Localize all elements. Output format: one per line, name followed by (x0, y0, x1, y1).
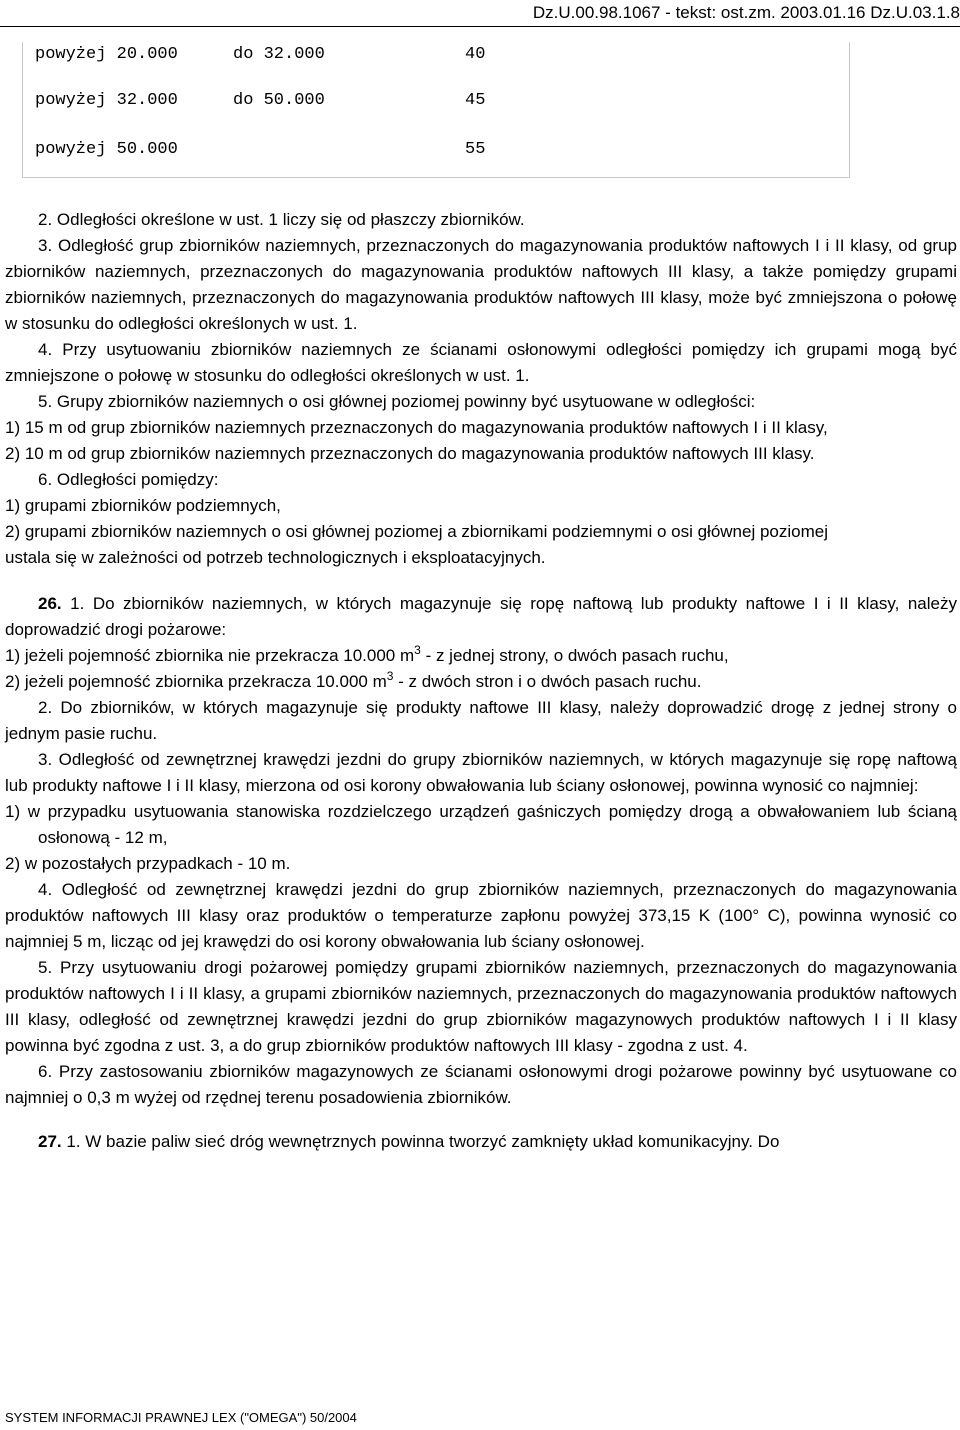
table-cell: powyżej 20.000 (35, 45, 178, 64)
list-item: 2) grupami zbiorników naziemnych o osi głównej poziomej a zbiornikami podziemnymi o osi głównej poziomej (5, 522, 828, 541)
section-number-26: 26. (38, 594, 62, 613)
table-cell: do 32.000 (233, 45, 325, 64)
list-item-text: - z dwóch stron i o dwóch pasach ruchu. (393, 672, 702, 691)
list-item: 1) grupami zbiorników podziemnych, (5, 496, 281, 515)
table-cell: 55 (465, 140, 486, 159)
superscript: 3 (386, 669, 394, 683)
paragraph: 2. Do zbiorników, w których magazynuje się produkty naftowe III klasy, należy doprowadzić drogę z jednej strony o jednym pasie ruchu. (5, 698, 957, 743)
header-rule (0, 26, 960, 27)
list-item: 2) 10 m od grup zbiorników naziemnych przeznaczonych do magazynowania produktów naftowych III klasy. (5, 444, 815, 463)
list-item: 1) 15 m od grup zbiorników naziemnych przeznaczonych do magazynowania produktów naftowych I i II klasy, (5, 418, 828, 437)
document-footer: SYSTEM INFORMACJI PRAWNEJ LEX ("OMEGA") 50/2004 (5, 1410, 357, 1425)
paragraph: 3. Odległość grup zbiorników naziemnych, przeznaczonych do magazynowania produktów naftowych I i II klasy, od grup zbiorników naziemnych, przeznaczonych do magazynowania produktów naftowych III klasy, a także pomiędzy grupami zbiorników naziemnych, przeznaczonych do magazynowania produktów naftowych III klasy, może być zmniejszona o połowę w stosunku do odległości określonych w ust. 1. (5, 236, 957, 333)
table-row (22, 140, 850, 164)
list-item: 2) w pozostałych przypadkach - 10 m. (5, 854, 291, 873)
list-item-text: 1) jeżeli pojemność zbiornika nie przekracza 10.000 m (5, 646, 415, 665)
table-row (22, 45, 850, 69)
table-cell: 40 (465, 45, 486, 64)
paragraph: 4. Odległość od zewnętrznej krawędzi jezdni do grup zbiorników naziemnych, przeznaczonych do magazynowania produktów naftowych III klasy oraz produktów o temperaturze zapłonu powyżej 373,15 K (100° C), powinna wynosić co najmniej 5 m, licząc od jej krawędzi do osi korony obwałowania lub ściany osłonowej. (5, 880, 957, 951)
table-cell: powyżej 50.000 (35, 140, 178, 159)
table-border-bottom (22, 177, 850, 178)
table-cell: 45 (465, 91, 486, 110)
paragraph: 6. Przy zastosowaniu zbiorników magazynowych ze ścianami osłonowymi drogi pożarowe powinny być usytuowane co najmniej o 0,3 m wyżej od rzędnej terenu posadowienia zbiorników. (5, 1062, 957, 1107)
list-item (5, 669, 957, 695)
paragraph: 3. Odległość od zewnętrznej krawędzi jezdni do grupy zbiorników naziemnych, w których magazynuje się ropę naftową lub produkty naftowe I i II klasy, mierzona od osi korony obwałowania lub ściany osłonowej, powinna wynosić co najmniej: (5, 750, 957, 795)
paragraph-text: 1. W bazie paliw sieć dróg wewnętrznych powinna tworzyć zamknięty układ komunikacyjny. Do (66, 1132, 780, 1151)
table-cell: powyżej 32.000 (35, 91, 178, 110)
document-header: Dz.U.00.98.1067 - tekst: ost.zm. 2003.01.16 Dz.U.03.1.8 (532, 3, 960, 22)
paragraph: 2. Odległości określone w ust. 1 liczy się od płaszczy zbiorników. (38, 210, 525, 229)
paragraph-26-intro (5, 591, 957, 643)
paragraph: 6. Odległości pomiędzy: (38, 470, 219, 489)
section-number-27: 27. (38, 1132, 62, 1151)
list-item-text: 2) jeżeli pojemność zbiornika przekracza 10.000 m (5, 672, 387, 691)
paragraph-27-intro (5, 1129, 957, 1155)
paragraph-text: 1. Do zbiorników naziemnych, w których magazynuje się ropę naftową lub produkty naftowe I i II klasy, należy doprowadzić drogi pożarowe: (5, 594, 957, 639)
paragraph: ustala się w zależności od potrzeb technologicznych i eksploatacyjnych. (5, 548, 546, 567)
paragraph: 5. Przy usytuowaniu drogi pożarowej pomiędzy grupami zbiorników naziemnych, przeznaczonych do magazynowania produktów naftowych I i II klasy, a grupami zbiorników naziemnych, przeznaczonych do magazynowania produktów naftowych III klasy, odległość od zewnętrznej krawędzi jezdni do grup zbiorników magazynowych produktów naftowych I i II klasy powinna być zgodna z ust. 3, a do grup zbiorników produktów naftowych III klasy - zgodna z ust. 4. (5, 958, 957, 1055)
list-item: 1) w przypadku usytuowania stanowiska rozdzielczego urządzeń gaśniczych pomiędzy drogą a obwałowaniem lub ścianą osłonową - 12 m, (5, 802, 957, 847)
list-item-text: - z jednej strony, o dwóch pasach ruchu, (420, 646, 729, 665)
paragraph: 4. Przy usytuowaniu zbiorników naziemnych ze ścianami osłonowymi odległości pomiędzy ich grupami mogą być zmniejszone o połowę w stosunku do odległości określonych w ust. 1. (5, 340, 957, 385)
paragraph: 5. Grupy zbiorników naziemnych o osi głównej poziomej powinny być usytuowane w odległości: (38, 392, 756, 411)
list-item (5, 643, 957, 669)
table-row (22, 91, 850, 115)
distance-table (22, 40, 850, 178)
superscript: 3 (414, 643, 421, 657)
document-body (5, 207, 957, 1155)
table-cell: do 50.000 (233, 91, 325, 110)
